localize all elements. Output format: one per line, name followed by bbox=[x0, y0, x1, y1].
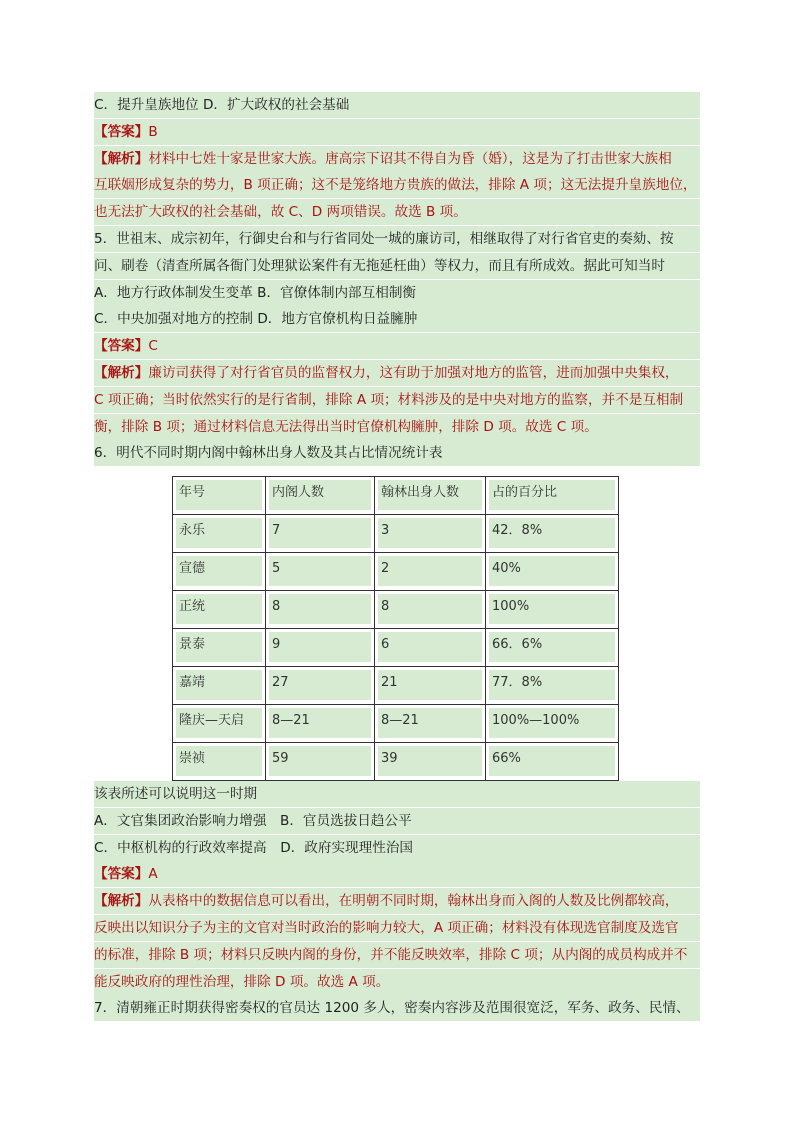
table-header-cell bbox=[375, 477, 486, 515]
line-text: 也无法扩大政权的社会基础，故 C、D 两项错误。故选 B 项。 bbox=[94, 204, 467, 221]
table-header-cell bbox=[486, 477, 619, 515]
section-tag: 【答案】 bbox=[94, 866, 149, 883]
cell-text: 8 bbox=[269, 594, 371, 624]
text-line bbox=[94, 119, 700, 145]
cell-text: 6 bbox=[378, 632, 482, 662]
line-text: C．中央加强对地方的控制 D．地方官僚机构日益臃肿 bbox=[94, 311, 418, 328]
text-line bbox=[94, 333, 700, 359]
table-cell bbox=[173, 629, 266, 667]
section-tag: 【解析】 bbox=[94, 150, 149, 167]
table-header-cell bbox=[173, 477, 266, 515]
table-cell bbox=[173, 743, 266, 781]
line-text: 该表所述可以说明这一时期 bbox=[94, 786, 258, 802]
cell-text: 年号 bbox=[176, 480, 262, 510]
line-text: C．中枢机构的行政效率提高 D．政府实现理性治国 bbox=[94, 839, 414, 856]
table-row bbox=[173, 515, 619, 553]
text-line bbox=[94, 861, 700, 887]
text-line bbox=[94, 915, 700, 941]
table-cell bbox=[173, 553, 266, 591]
cell-text: 8 bbox=[378, 594, 482, 624]
cell-text: 崇祯 bbox=[176, 746, 262, 776]
text-line bbox=[94, 146, 700, 172]
line-text: 材料中七姓十家是世家大族。唐高宗下诏其不得自为昏（婚），这是为了打击世家大族相 bbox=[148, 150, 672, 167]
cell-text: 39 bbox=[378, 746, 482, 776]
text-line bbox=[94, 92, 700, 118]
table-cell bbox=[486, 553, 619, 591]
table-cell bbox=[375, 667, 486, 705]
table-row bbox=[173, 705, 619, 743]
table-cell bbox=[173, 705, 266, 743]
line-text: 廉访司获得了对行省官员的监督权力，这有助于加强对地方的监管，进而加强中央集权， bbox=[148, 365, 679, 381]
line-text: 6．明代不同时期内阁中翰林出身人数及其占比情况统计表 bbox=[94, 445, 443, 462]
table-cell bbox=[486, 743, 619, 781]
cell-text: 8—21 bbox=[378, 708, 482, 738]
text-line bbox=[94, 888, 700, 914]
text-line bbox=[94, 969, 700, 995]
table-cell bbox=[266, 591, 375, 629]
table-header-cell bbox=[266, 477, 375, 515]
table-cell bbox=[375, 705, 486, 743]
line-text: A．地方行政体制发生变革 B．官僚体制内部互相制衡 bbox=[94, 284, 417, 301]
table-cell bbox=[375, 629, 486, 667]
line-text: A bbox=[148, 866, 158, 883]
table-wrapper bbox=[94, 476, 700, 786]
text-line bbox=[94, 306, 700, 332]
text-line bbox=[94, 808, 700, 834]
table-cell bbox=[486, 591, 619, 629]
line-text: C 项正确；当时依然实行的是行省制，排除 A 项；材料涉及的是中央对地方的监察，并不是互相制 bbox=[94, 391, 684, 408]
table-cell bbox=[486, 515, 619, 553]
table-cell bbox=[375, 743, 486, 781]
line-text: 能反映政府的理性治理，排除 D 项。故选 A 项。 bbox=[94, 973, 390, 990]
cell-text: 7 bbox=[269, 518, 371, 548]
text-line bbox=[94, 387, 700, 413]
cell-text: 8—21 bbox=[269, 708, 371, 738]
table-cell bbox=[173, 667, 266, 705]
table-cell bbox=[173, 515, 266, 553]
cell-text: 100% bbox=[489, 594, 615, 624]
cell-text: 40% bbox=[489, 556, 615, 586]
line-text: C bbox=[148, 338, 158, 355]
statistics-table bbox=[172, 476, 619, 781]
table-cell bbox=[266, 667, 375, 705]
cell-text: 正统 bbox=[176, 594, 262, 624]
cell-text: 内阁人数 bbox=[269, 480, 371, 510]
line-text: C．提升皇族地位 D．扩大政权的社会基础 bbox=[94, 97, 350, 113]
text-line bbox=[94, 414, 700, 440]
table-cell bbox=[266, 515, 375, 553]
text-line bbox=[94, 253, 700, 279]
table-row bbox=[173, 591, 619, 629]
table-cell bbox=[266, 743, 375, 781]
text-line bbox=[94, 835, 700, 861]
table-cell bbox=[375, 591, 486, 629]
table-cell bbox=[173, 591, 266, 629]
line-text: 5．世祖末、成宗初年，行御史台和与行省同处一城的廉访司，相继取得了对行省官吏的奏劾、按 bbox=[94, 231, 674, 247]
cell-text: 永乐 bbox=[176, 518, 262, 548]
cell-text: 21 bbox=[378, 670, 482, 700]
text-line bbox=[94, 226, 700, 252]
line-text: A．文官集团政治影响力增强 B．官员选拔日趋公平 bbox=[94, 812, 412, 829]
cell-text: 翰林出身人数 bbox=[378, 480, 482, 510]
cell-text: 景泰 bbox=[176, 632, 262, 662]
cell-text: 隆庆—天启 bbox=[176, 708, 262, 738]
line-text: 衡，排除 B 项；通过材料信息无法得出当时官僚机构臃肿，排除 D 项。故选 C 项。 bbox=[94, 418, 598, 435]
cell-text: 59 bbox=[269, 746, 371, 776]
line-text: 互联姻形成复杂的势力，B 项正确；这不是笼络地方贵族的做法，排除 A 项；这无法提升皇族地位， bbox=[94, 177, 697, 194]
cell-text: 占的百分比 bbox=[489, 480, 615, 510]
table-row bbox=[173, 629, 619, 667]
cell-text: 3 bbox=[378, 518, 482, 548]
cell-text: 嘉靖 bbox=[176, 670, 262, 700]
cell-text: 66% bbox=[489, 746, 615, 776]
text-line bbox=[94, 440, 700, 466]
cell-text: 5 bbox=[269, 556, 371, 586]
line-text: 反映出以知识分子为主的文官对当时政治的影响力较大，A 项正确；材料没有体现选官制度及选官 bbox=[94, 920, 679, 936]
table-cell bbox=[266, 553, 375, 591]
table-cell bbox=[486, 705, 619, 743]
table-header-row bbox=[173, 477, 619, 515]
text-line bbox=[94, 280, 700, 306]
cell-text: 2 bbox=[378, 556, 482, 586]
table-cell bbox=[266, 705, 375, 743]
table-cell bbox=[375, 515, 486, 553]
line-text: 的标准，排除 B 项；材料只反映内阁的身份，并不能反映效率，排除 C 项；从内阁的成员构成并不 bbox=[94, 946, 688, 963]
text-line bbox=[94, 172, 700, 198]
cell-text: 9 bbox=[269, 632, 371, 662]
table-row bbox=[173, 553, 619, 591]
table-cell bbox=[375, 553, 486, 591]
text-line bbox=[94, 781, 700, 807]
cell-text: 77．8% bbox=[489, 670, 615, 700]
table-cell bbox=[266, 629, 375, 667]
text-line bbox=[94, 942, 700, 968]
table-cell bbox=[486, 667, 619, 705]
section-tag: 【解析】 bbox=[94, 365, 149, 381]
table-cell bbox=[486, 629, 619, 667]
section-tag: 【答案】 bbox=[94, 338, 149, 355]
cell-text: 100%—100% bbox=[489, 708, 615, 738]
line-text: 问、刷卷（清查所属各衙门处理狱讼案件有无拖延枉曲）等权力，而且有所成效。据此可知当时 bbox=[94, 257, 665, 274]
cell-text: 66．6% bbox=[489, 632, 615, 662]
line-text: 从表格中的数据信息可以看出，在明朝不同时期，翰林出身而入阁的人数及比例都较高， bbox=[148, 893, 679, 910]
text-line bbox=[94, 360, 700, 386]
table-row bbox=[173, 743, 619, 781]
line-text: 7．清朝雍正时期获得密奏权的官员达 1200 多人，密奏内容涉及范围很宽泛，军务、政务、民情、 bbox=[94, 1000, 690, 1017]
text-line bbox=[94, 995, 700, 1021]
section-tag: 【答案】 bbox=[94, 123, 149, 140]
section-tag: 【解析】 bbox=[94, 893, 149, 910]
line-text: B bbox=[148, 123, 158, 140]
cell-text: 27 bbox=[269, 670, 371, 700]
cell-text: 宣德 bbox=[176, 556, 262, 586]
cell-text: 42．8% bbox=[489, 518, 615, 548]
text-line bbox=[94, 199, 700, 225]
table-row bbox=[173, 667, 619, 705]
